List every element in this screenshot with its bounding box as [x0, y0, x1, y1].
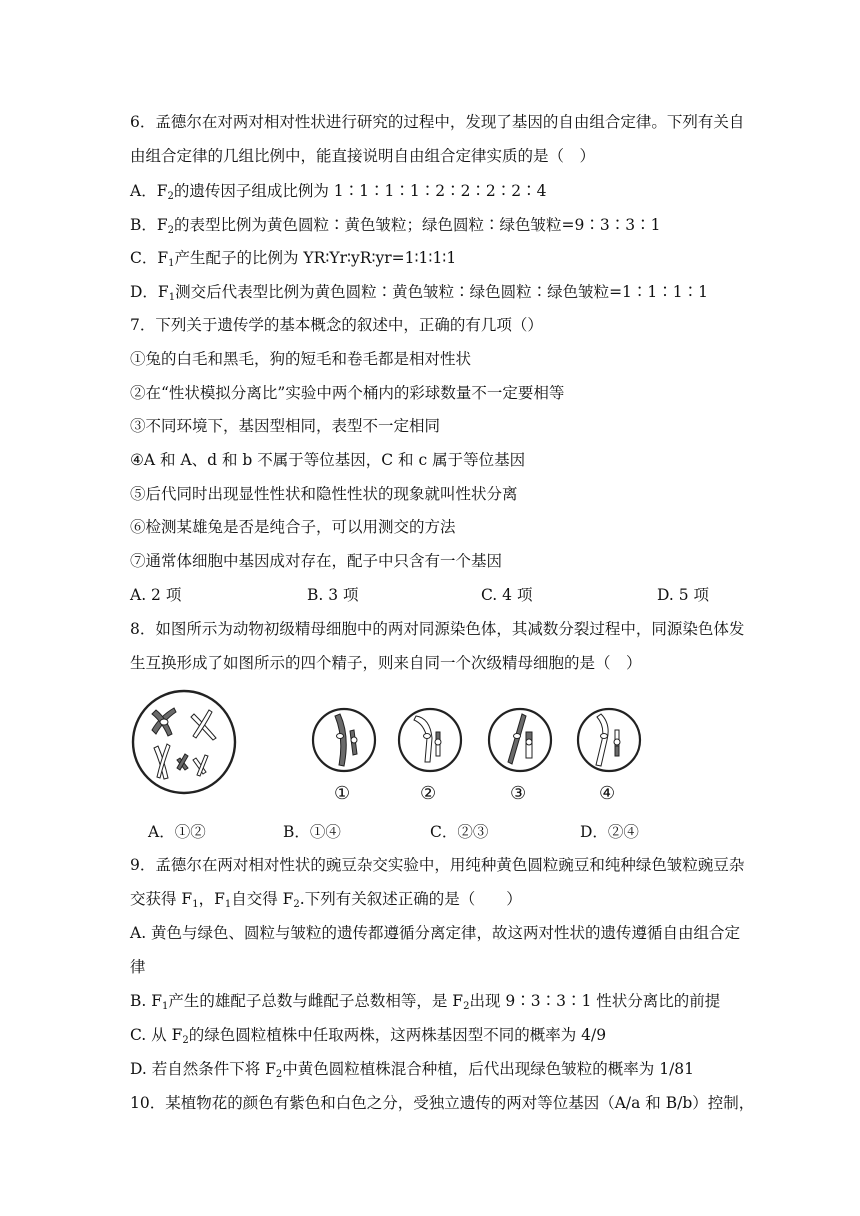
q7-stem: 7．下列关于遗传学的基本概念的叙述中，正确的有几项（） — [130, 316, 543, 334]
q8-option-b: B．①④ — [283, 823, 341, 841]
sperm-label-4: ④ — [599, 783, 616, 804]
q9-option-a-line1: A. 黄色与绿色、圆粒与皱粒的遗传都遵循分离定律，故这两对性状的遗传遵循自由组合定 — [130, 924, 741, 942]
q8-stem-line1: 8．如图所示为动物初级精母细胞中的两对同源染色体，其减数分裂过程中，同源染色体发 — [130, 620, 745, 638]
q10-stem-line1: 10．某植物花的颜色有紫色和白色之分，受独立遗传的两对等位基因（A/a 和 B/b）控制， — [130, 1094, 755, 1112]
q7-option-b: B. 3 项 — [307, 586, 359, 604]
q9-stem-line1: 9．孟德尔在两对相对性状的豌豆杂交实验中，用纯种黄色圆粒豌豆和纯种绿色皱粒豌豆杂 — [130, 856, 745, 874]
q6-option-d: D．$F_1$测交后代表型比例为黄色圆粒∶黄色皱粒∶绿色圆粒∶绿色皱粒=1∶1∶1∶1 — [130, 283, 708, 303]
q8-option-d: D．②④ — [580, 823, 639, 841]
q6-stem-line2: 由组合定律的几组比例中，能直接说明自由组合定律实质的是（ ） — [130, 147, 596, 165]
q6-stem-line1: 6．孟德尔在对两对相对性状进行研究的过程中，发现了基因的自由组合定律。下列有关自 — [130, 113, 745, 131]
q7-item-1: ①兔的白毛和黑毛，狗的短毛和卷毛都是相对性状 — [130, 350, 472, 368]
q8-option-a: A．①② — [148, 823, 206, 841]
q7-item-2: ②在“性状模拟分离比”实验中两个桶内的彩球数量不一定要相等 — [130, 384, 565, 402]
q6-option-a: A．$F_2$的遗传因子组成比例为 1∶1∶1∶1∶2∶2∶2∶2∶4 — [130, 182, 547, 202]
primary-spermatocyte-figure — [130, 688, 240, 798]
q8-stem-line2: 生互换形成了如图所示的四个精子，则来自同一个次级精母细胞的是（ ） — [130, 654, 642, 672]
sperm-cell-1 — [310, 706, 380, 776]
q6-option-c: C．$F_1$产生配子的比例为 YR∶Yr∶yR∶yr=1∶1∶1∶1 — [130, 249, 457, 269]
q9-stem-line2: 交获得 $F_1$，$F_1$自交得 $F_2$.下列有关叙述正确的是（ ） — [130, 890, 522, 910]
sperm-cell-4 — [575, 706, 645, 776]
q7-option-c: C. 4 项 — [481, 586, 533, 604]
q7-item-6: ⑥检测某雄兔是否是纯合子，可以用测交的方法 — [130, 518, 456, 536]
q9-option-d: D. 若自然条件下将 $F_2$中黄色圆粒植株混合种植，后代出现绿色皱粒的概率为 1/81 — [130, 1060, 695, 1080]
q8-option-c: C．②③ — [430, 823, 489, 841]
q7-option-a: A. 2 项 — [130, 586, 182, 604]
sperm-cell-3 — [486, 706, 556, 776]
sperm-label-3: ③ — [510, 783, 527, 804]
q7-option-d: D. 5 项 — [657, 586, 710, 604]
q9-option-a-line2: 律 — [130, 958, 146, 976]
q7-item-5: ⑤后代同时出现显性性状和隐性性状的现象就叫性状分离 — [130, 485, 518, 503]
q9-option-c: C. 从 $F_2$的绿色圆粒植株中任取两株，这两株基因型不同的概率为 4/9 — [130, 1026, 607, 1046]
q7-item-7: ⑦通常体细胞中基因成对存在，配子中只含有一个基因 — [130, 552, 503, 570]
sperm-label-2: ② — [420, 783, 437, 804]
q9-option-b: B. $F_1$产生的雄配子总数与雌配子总数相等，是 $F_2$出现 9∶3∶3∶1 性状分离比的前提 — [130, 992, 721, 1012]
q7-item-3: ③不同环境下，基因型相同，表型不一定相同 — [130, 417, 441, 435]
q6-option-b: B．$F_2$的表型比例为黄色圆粒∶黄色皱粒；绿色圆粒∶绿色皱粒=9∶3∶3∶1 — [130, 216, 661, 236]
q7-item-4: ④A 和 A、d 和 b 不属于等位基因，C 和 c 属于等位基因 — [130, 451, 526, 469]
sperm-label-1: ① — [334, 783, 351, 804]
sperm-cell-2 — [396, 706, 466, 776]
